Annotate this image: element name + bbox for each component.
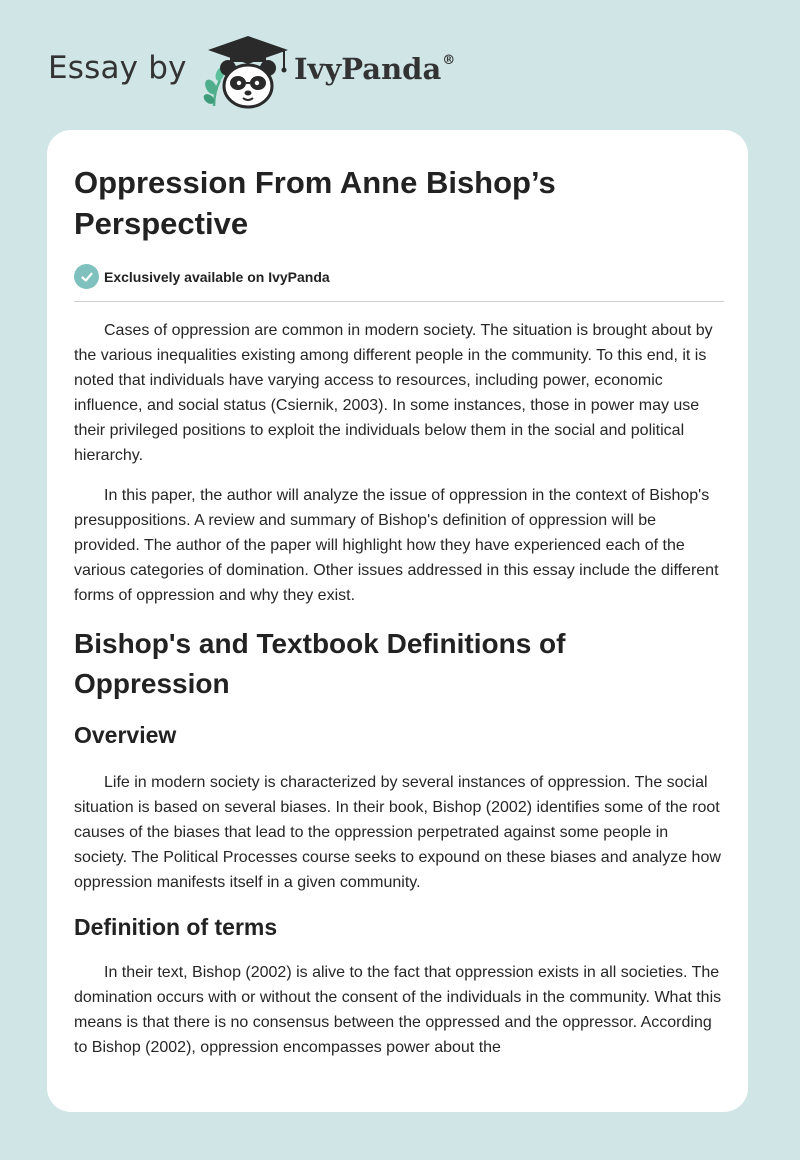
site-header xyxy=(0,0,800,130)
checkmark-circle-icon xyxy=(74,264,99,289)
overview-heading: Overview xyxy=(74,722,177,748)
definition-heading: Definition of terms xyxy=(74,914,278,940)
exclusive-badge xyxy=(74,264,724,289)
panda-graduate-logo-icon[interactable] xyxy=(200,34,292,110)
definition-paragraph: In their text, Bishop (2002) is alive to the fact that oppression exists in all societies. The domination occurs with or without the consent of the individuals in the community. What this means is that there is no consensus between the oppressed and the oppressor. According to Bishop (2002), oppression encompasses power about the xyxy=(74,964,722,1056)
essay-by-label: Essay by xyxy=(48,50,187,86)
exclusive-badge-label: Exclusively available on IvyPanda xyxy=(104,268,330,285)
intro-paragraph: In this paper, the author will analyze the issue of oppression in the context of Bishop's presuppositions. A review and summary of Bishop's definition of oppression will be provided. The author of the paper will highlight how they have experienced each of the various categories of domination. Other issues addressed in this essay include the different forms of oppression and why they exist. xyxy=(74,487,719,604)
registered-mark: ® xyxy=(442,53,456,68)
essay-content xyxy=(74,162,724,1060)
section-heading: Bishop's and Textbook Definitions of Oppression xyxy=(74,628,566,699)
essay-card xyxy=(47,130,748,1112)
overview-paragraph: Life in modern society is characterized by several instances of oppression. The social situation is based on several biases. In their book, Bishop (2002) identifies some of the root causes of the biases that lead to the oppression perpetrated against some people in society. The Political Processes course seeks to expound on these biases and analyze how oppression manifests itself in a given community. xyxy=(74,774,721,891)
title-divider xyxy=(74,301,724,302)
essay-title: Oppression From Anne Bishop’s Perspective xyxy=(74,165,556,241)
brand-text: IvyPanda xyxy=(294,52,442,86)
brand-name[interactable] xyxy=(294,52,455,86)
intro-paragraph: Cases of oppression are common in modern society. The situation is brought about by the various inequalities existing among different people in the community. To this end, it is noted that individuals have varying access to resources, including power, economic influence, and social status (Csiernik, 2003). In some instances, those in power may use their privileged positions to exploit the individuals below them in the social and political hierarchy. xyxy=(74,322,713,464)
